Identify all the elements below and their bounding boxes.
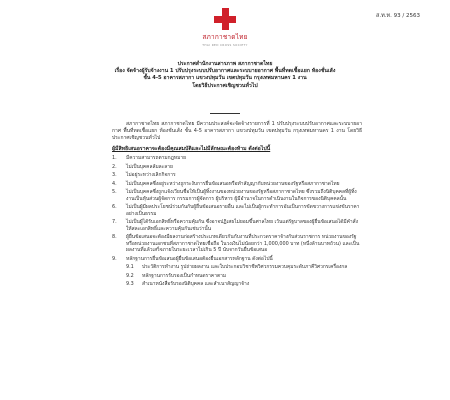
- sub-list-item: 9.3 สำเนาหนังสือรับรองนิติบุคคล และสำเนาสัญญาจ้าง: [126, 281, 250, 287]
- heading-line-3: ชั้น 4-5 อาคารสภากา แขวงปทุมวัน เขตปทุมวัน กรุงเทพมหานคร 1 งาน: [143, 75, 307, 82]
- red-cross-logo: [165, 8, 285, 47]
- sub-list-item: 9.2 หลักฐานการรับรองเป็นกำหนดราคาตาม: [126, 272, 227, 279]
- document-number: ส.ท.ท. 93 / 2563: [376, 13, 420, 19]
- qualification-list: [112, 155, 362, 290]
- section-title: ผู้มีสิทธิเสนอราคาจะต้องมีคุณสมบัติและไม่มีลักษณะต้องห้าม ดังต่อไปนี้: [112, 146, 271, 152]
- list-item: 3. ไม่อยู่ระหว่างเลิกกิจการ: [112, 172, 176, 178]
- list-item: 7. ไม่เป็นผู้ได้รับเอกสิทธิ์หรือความคุ้มกัน ซึ่งอาจปฏิเสธไม่ยอมขึ้นศาลไทย เว้นแต่รัฐบาลของผู้ยื่นข้อเสนอได้มีคำสั่งให้สละเอกสิทธิ์และความคุ้มกันเช่นว่านั้น: [112, 219, 359, 232]
- list-item: 1. มีความสามารถตามกฎหมาย: [112, 155, 186, 161]
- sub-list-item: 9.1 ประวัติการทำงาน รูปถ่ายผลงาน และใบประกอบวิชาชีพวิศวกรรมควบคุมระดับภาคีวิศวกรเครื่องกล: [126, 264, 348, 270]
- list-item: 6. ไม่เป็นผู้มีผลประโยชน์ร่วมกันกับผู้ยื่นข้อเสนอรายอื่น และไม่เป็นผู้กระทำการอันเป็นการขัดขวางการแข่งขันราคาอย่างเป็นธรรม: [112, 204, 360, 217]
- intro-text: สภากาชาดไทย สภากาชาดไทย มีความประสงค์จะจัดจ้างรายการที่ 1 ปรับปรุงระบบปรับอากาศและระบบายอากาศ พื้นที่ทดเชื้อแยก ห้องชั่นเส้ง ชั้น 4-5 อาคารสภากา แขวงปทุมวัน เขตปทุมวัน กรุงเทพมหานคร 1 งาน โดยวิธีประกาศเชิญชวนทั่วไป: [112, 121, 362, 142]
- logo-name-en: THAI RED CROSS SOCIETY: [202, 43, 248, 47]
- list-item: 4. ไม่เป็นบุคคลซึ่งอยู่ระหว่างถูกระงับการยื่นข้อเสนอหรือทำสัญญากับหน่วยงานของรัฐหรือสภากาชาดไทย: [112, 180, 340, 187]
- list-item: 2. ไม่เป็นบุคคลล้มละลาย: [112, 163, 173, 170]
- heading-line-4: โดยวิธีประกาศเชิญชวนทั่วไป: [192, 82, 258, 89]
- list-item: 9. หลักฐานการยื่นข้อเสนอผู้ยื่นข้อเสนอต้องยื่นเอกสารหลักฐาน ดังต่อไปนี้ 9.1 ประวัติการทำงาน รูปถ่ายผลงาน และใบประกอบวิชาชีพวิศวกรรมควบคุมระดับภาคีวิศวกรเครื่องกล 9.2 หลักฐานการรับรองเป็นกำหนดราคาตาม 9.3 สำเนาหนังสือรับรองนิติบุคคล และสำเนาสัญญาจ้าง: [112, 256, 362, 288]
- heading-line-1: ประกาศสำนักงานสารภาพ สภากาชาดไทย: [177, 61, 273, 67]
- logo-name-th: สภากาชาดไทย: [202, 33, 248, 41]
- red-cross-icon: [214, 8, 236, 30]
- announcement-heading: [0, 61, 450, 90]
- heading-divider: [210, 113, 240, 114]
- heading-line-2: เรื่อง จัดจ้างผู้รับจ้างงาน 1 ปรับปรุงระบบปรับอากาศและระบบายอากาศ พื้นที่ทดเชื้อแยก ห้องชั่นเส้ง: [114, 68, 336, 75]
- sub-item-list: [126, 264, 362, 288]
- intro-paragraph: [112, 121, 362, 143]
- list-item: 5. ไม่เป็นบุคคลซึ่งถูกแจ้งเวียนชื่อให้เป็นผู้ทิ้งงานของหน่วยงานของรัฐหรือสภากาชาดไทย ซึ่งรวมถึงนิติบุคคลที่ผู้ทิ้งงานเป็นหุ้นส่วนผู้จัดการ กรรมการผู้จัดการ ผู้บริหาร ผู้มีอำนาจในการดำเนินงานในกิจการของนิติบุคคลนั้น: [112, 189, 357, 202]
- list-item: 8. ผู้ยื่นข้อเสนอจะต้องมีผลงานก่อสร้างประเภทเดียวกันกับงานที่ประกวดราคาจ้างกับส่วนราชการ หน่วยงานของรัฐ หรือหน่วยงานเอกชนที่สภากาชาดไทยเชื่อถือ ในวงเงินไม่น้อยกว่า 1,000,000 บาท (หนึ่งล้านบาทถ้วน) และเป็นผลงานที่แล้วเสร็จภายในระยะเวลาไม่เกิน 5 ปี นับจากวันยื่นข้อเสนอ: [112, 234, 360, 253]
